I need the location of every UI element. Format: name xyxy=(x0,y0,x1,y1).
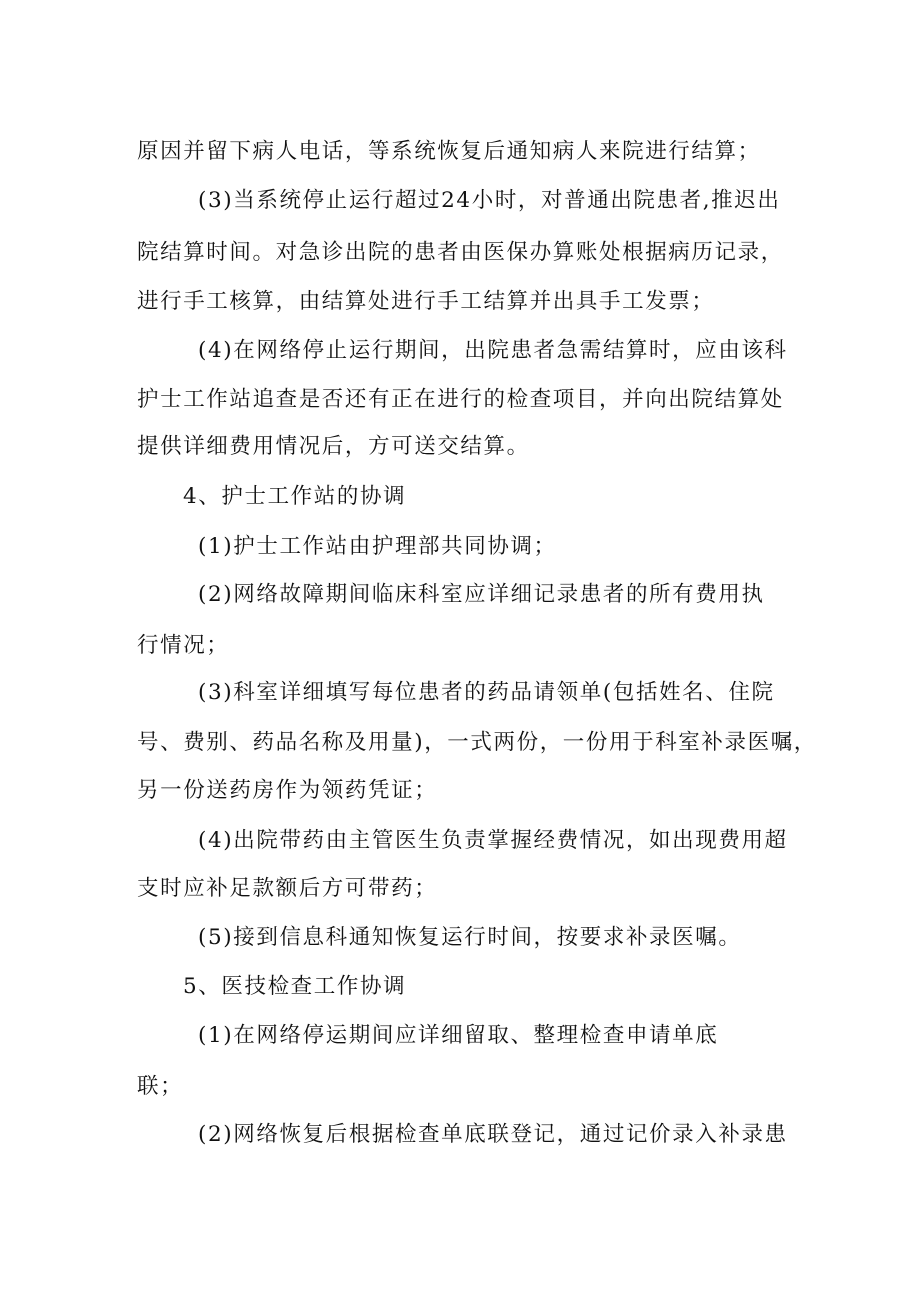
text-line: (2)网络恢复后根据检查单底联登记，通过记价录入补录患 xyxy=(198,1122,788,1147)
text-line: (5)接到信息科通知恢复运行时间，按要求补录医嘱。 xyxy=(198,925,742,950)
text-line: 行情况； xyxy=(137,633,230,658)
text-line: 另一份送药房作为领药凭证； xyxy=(137,778,438,803)
text-line: (1)护士工作站由护理部共同协调； xyxy=(198,534,557,559)
text-line: (4)出院带药由主管医生负责掌握经费情况，如出现费用超 xyxy=(198,828,788,853)
text-line: 院结算时间。对急诊出院的患者由医保办算账处根据病历记录， xyxy=(137,240,784,265)
text-line: (3)当系统停止运行超过24小时，对普通出院患者,推迟出 xyxy=(198,188,781,213)
text-line: (1)在网络停运期间应详细留取、整理检查申请单底 xyxy=(198,1023,719,1048)
text-line: (3)科室详细填写每位患者的药品请领单(包括姓名、住院 xyxy=(198,680,775,705)
text-line: 护士工作站追查是否还有正在进行的检查项目，并向出院结算处 xyxy=(137,387,784,412)
text-line: 联； xyxy=(137,1074,184,1099)
text-line: 支时应补足款额后方可带药； xyxy=(137,876,438,901)
section-heading: 5、医技检查工作协调 xyxy=(183,974,407,999)
text-line: (2)网络故障期间临床科室应详细记录患者的所有费用执 xyxy=(198,582,765,607)
text-line: 进行手工核算，由结算处进行手工结算并出具手工发票； xyxy=(137,289,715,314)
text-line: 原因并留下病人电话，等系统恢复后通知病人来院进行结算； xyxy=(137,139,761,164)
text-line: (4)在网络停止运行期间，出院患者急需结算时，应由该科 xyxy=(198,338,788,363)
text-line: 提供详细费用情况后，方可送交结算。 xyxy=(137,434,530,459)
section-heading: 4、护士工作站的协调 xyxy=(183,484,407,509)
text-line: 号、费别、药品名称及用量)，一式两份，一份用于科室补录医嘱， xyxy=(137,730,817,755)
